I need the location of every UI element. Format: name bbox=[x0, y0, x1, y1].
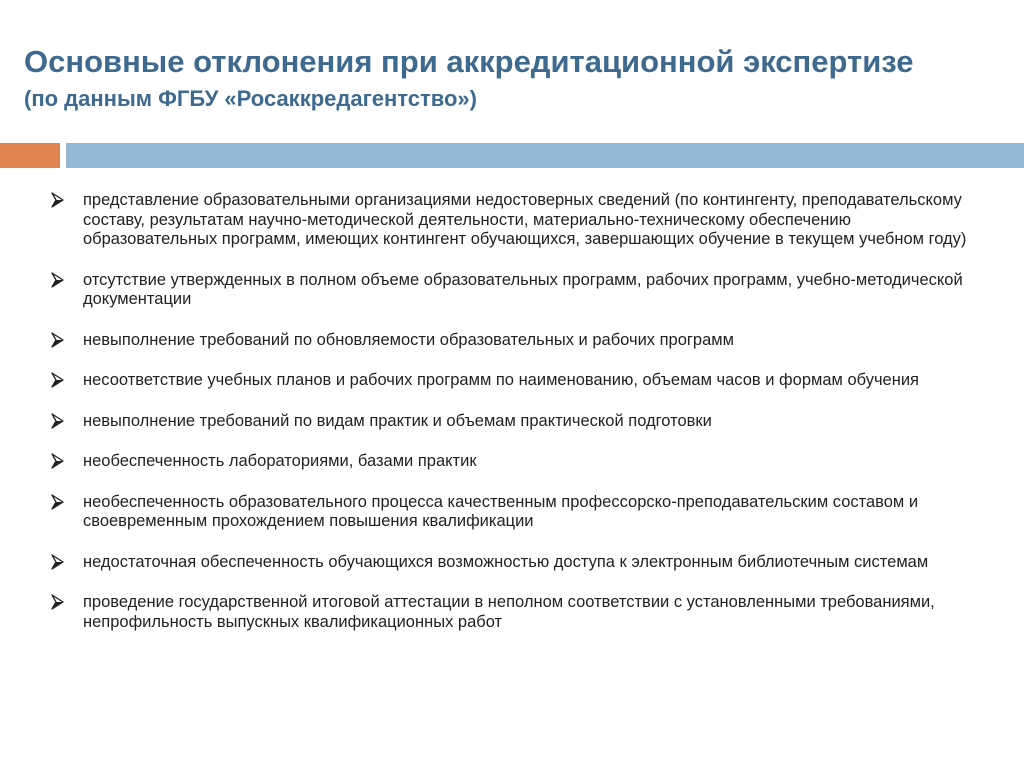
bullet-item bbox=[0, 191, 1024, 250]
bullet-text: несоответствие учебных планов и рабочих программ по наименованию, объемам часов и формам обучения bbox=[83, 371, 919, 389]
bullet-text: представление образовательными организациями недостоверных сведений (по контингенту, преподавательскому составу, результатам научно-методической деятельности, материально-техническому обеспечению образовательных программ, имеющих контингент обучающихся, завершающих обучение в текущем учебном году) bbox=[83, 191, 967, 248]
bullet-text: необеспеченность лабораториями, базами практик bbox=[83, 452, 477, 470]
arrowhead-bullet-icon bbox=[51, 372, 64, 388]
bullet-item bbox=[0, 271, 1024, 310]
bullet-item bbox=[0, 412, 1024, 432]
bullet-item bbox=[0, 593, 1024, 632]
bullet-text: невыполнение требований по видам практик и объемам практической подготовки bbox=[83, 411, 712, 430]
slide-title: Основные отклонения при аккредитационной экспертизе bbox=[24, 44, 914, 79]
bullet-text: отсутствие утвержденных в полном объеме образовательных программ, рабочих программ, учебно-методической документации bbox=[83, 270, 963, 308]
arrowhead-bullet-icon bbox=[51, 332, 64, 348]
arrowhead-bullet-icon bbox=[51, 594, 64, 610]
bullet-text: проведение государственной итоговой аттестации в неполном соответствии с установленными требованиями, непрофильность выпускных квалификационных работ bbox=[83, 593, 935, 631]
bullet-item bbox=[0, 553, 1024, 573]
arrowhead-bullet-icon bbox=[51, 453, 64, 469]
arrowhead-bullet-icon bbox=[51, 554, 64, 570]
bullet-text: необеспеченность образовательного процесса качественным профессорско-преподавательским составом и своевременным прохождением повышения квалификации bbox=[83, 492, 919, 530]
arrowhead-bullet-icon bbox=[51, 413, 64, 429]
bullet-text: невыполнение требований по обновляемости образовательных и рабочих программ bbox=[83, 330, 734, 349]
bullet-item bbox=[0, 371, 1024, 391]
bullet-item bbox=[0, 331, 1024, 351]
accent-bar bbox=[0, 143, 60, 168]
arrowhead-bullet-icon bbox=[51, 192, 64, 208]
bullet-list bbox=[0, 191, 1024, 653]
bullet-item bbox=[0, 493, 1024, 532]
slide-subtitle: (по данным ФГБУ «Росаккредагентство») bbox=[24, 86, 477, 111]
arrowhead-bullet-icon bbox=[51, 494, 64, 510]
arrowhead-bullet-icon bbox=[51, 272, 64, 288]
bullet-item bbox=[0, 452, 1024, 472]
bullet-text: недостаточная обеспеченность обучающихся возможностью доступа к электронным библиотечным системам bbox=[83, 552, 929, 571]
header-divider-bar bbox=[66, 143, 1024, 168]
